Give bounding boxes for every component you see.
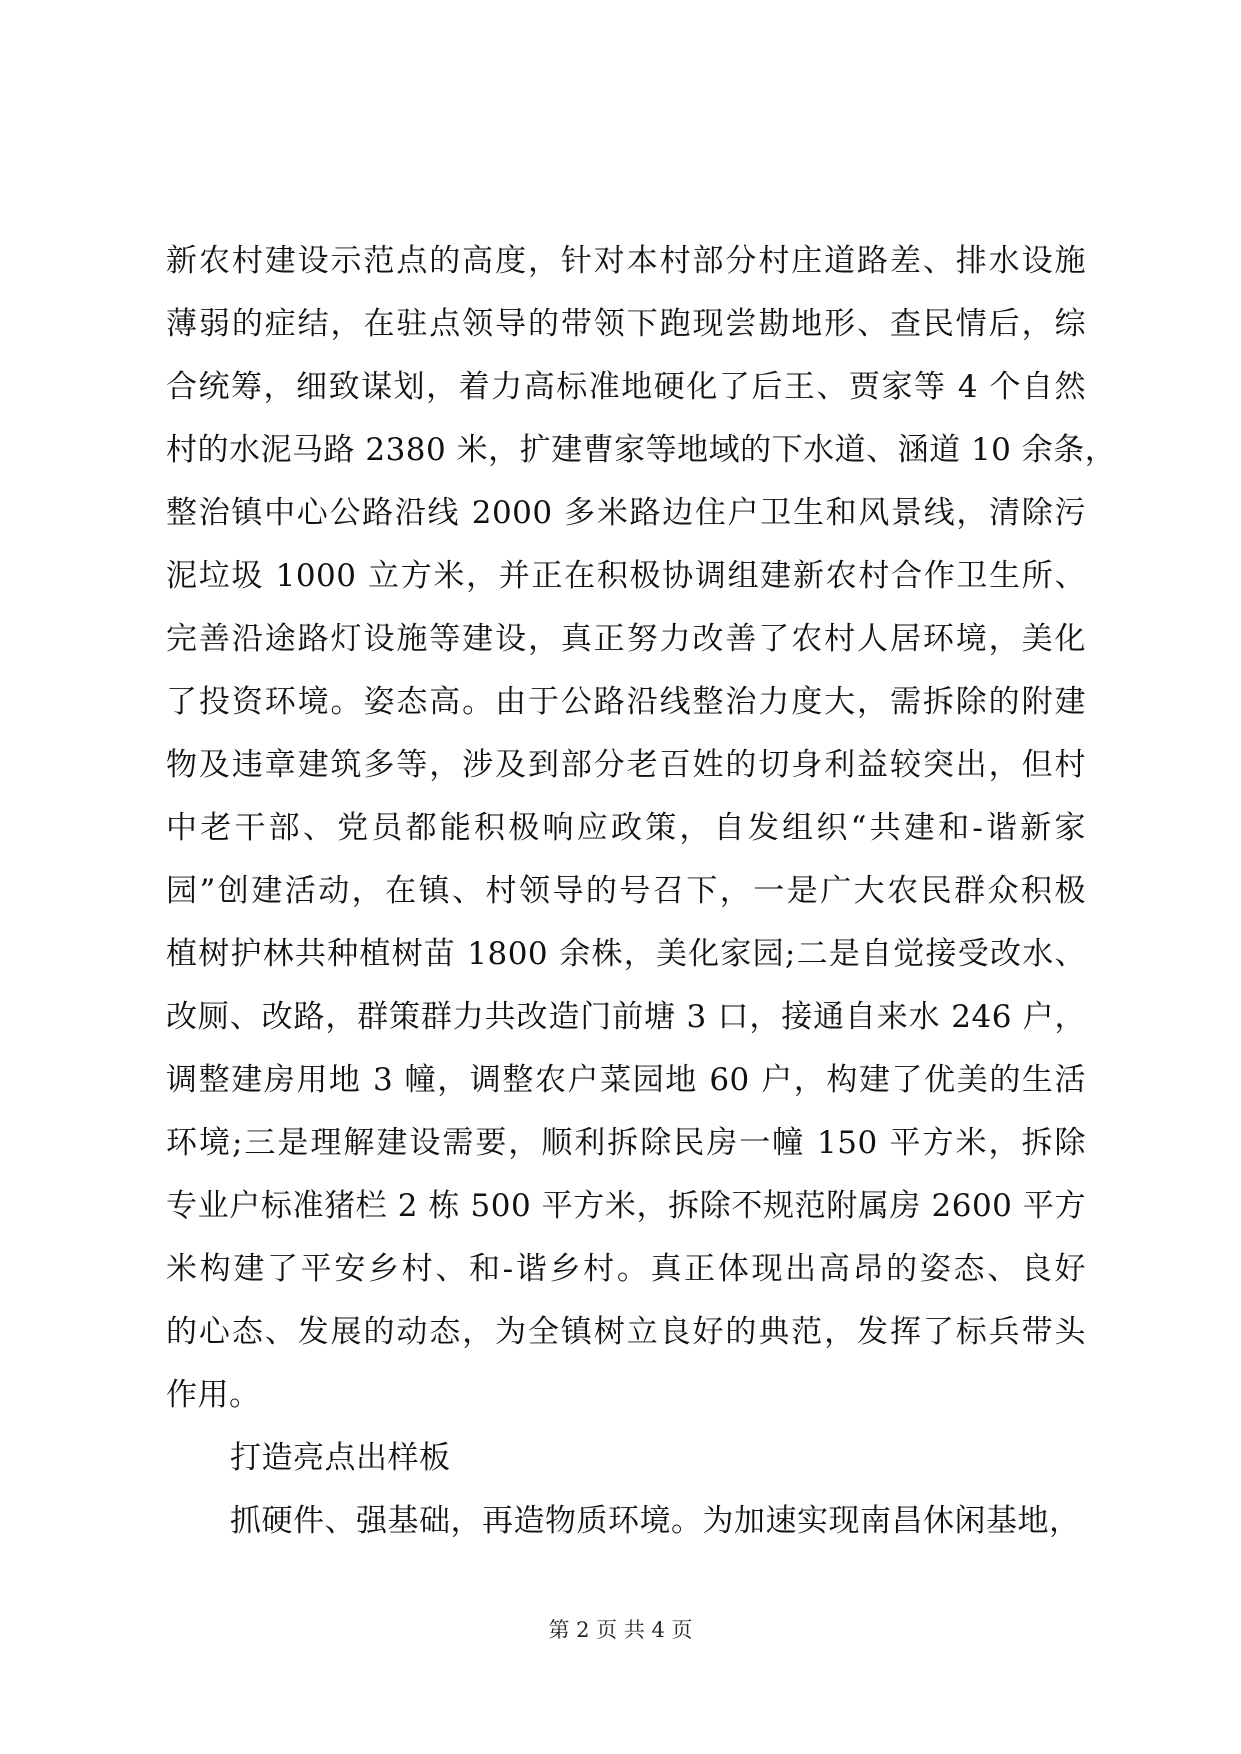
text-line: 村的水泥马路 2380 米，扩建曹家等地域的下水道、涵道 10 余条， — [166, 432, 1117, 468]
text-line: 作用。 — [166, 1377, 261, 1413]
text-line: 合统筹，细致谋划，着力高标准地硬化了后王、贾家等 4 个自然 — [166, 369, 1086, 405]
text-line: 物及违章建筑多等，涉及到部分老百姓的切身利益较突出，但村 — [166, 747, 1086, 783]
text-line: 环境;三是理解建设需要，顺利拆除民房一幢 150 平方米，拆除 — [166, 1125, 1086, 1161]
text-line: 新农村建设示范点的高度，针对本村部分村庄道路差、排水设施 — [166, 243, 1086, 279]
text-line: 完善沿途路灯设施等建设，真正努力改善了农村人居环境，美化 — [166, 621, 1086, 657]
page-number-footer: 第 2 页 共 4 页 — [548, 1618, 693, 1642]
body-text — [166, 230, 1117, 1553]
text-line: 调整建房用地 3 幢，调整农户菜园地 60 户，构建了优美的生活 — [166, 1062, 1086, 1098]
text-line: 泥垃圾 1000 立方米，并正在积极协调组建新农村合作卫生所、 — [166, 558, 1086, 594]
text-line: 的心态、发展的动态，为全镇树立良好的典范，发挥了标兵带头 — [166, 1314, 1086, 1350]
text-line: 薄弱的症结，在驻点领导的带领下跑现尝勘地形、查民情后，综 — [166, 306, 1086, 342]
text-line: 中老干部、党员都能积极响应政策，自发组织“共建和-谐新家 — [166, 810, 1086, 846]
text-line: 米构建了平安乡村、和-谐乡村。真正体现出高昂的姿态、良好 — [166, 1251, 1086, 1287]
text-line: 整治镇中心公路沿线 2000 多米路边住户卫生和风景线，清除污 — [166, 495, 1086, 531]
text-line: 抓硬件、强基础，再造物质环境。为加速实现南昌休闲基地， — [230, 1503, 1081, 1539]
section-heading: 打造亮点出样板 — [230, 1440, 451, 1476]
text-line: 植树护林共种植树苗 1800 余株，美化家园;二是自觉接受改水、 — [166, 936, 1086, 972]
text-line: 专业户标准猪栏 2 栋 500 平方米，拆除不规范附属房 2600 平方 — [166, 1188, 1086, 1224]
text-line: 园”创建活动，在镇、村领导的号召下，一是广大农民群众积极 — [166, 873, 1086, 909]
text-line: 了投资环境。姿态高。由于公路沿线整治力度大，需拆除的附建 — [166, 684, 1086, 720]
text-line: 改厕、改路，群策群力共改造门前塘 3 口，接通自来水 246 户， — [166, 999, 1086, 1035]
